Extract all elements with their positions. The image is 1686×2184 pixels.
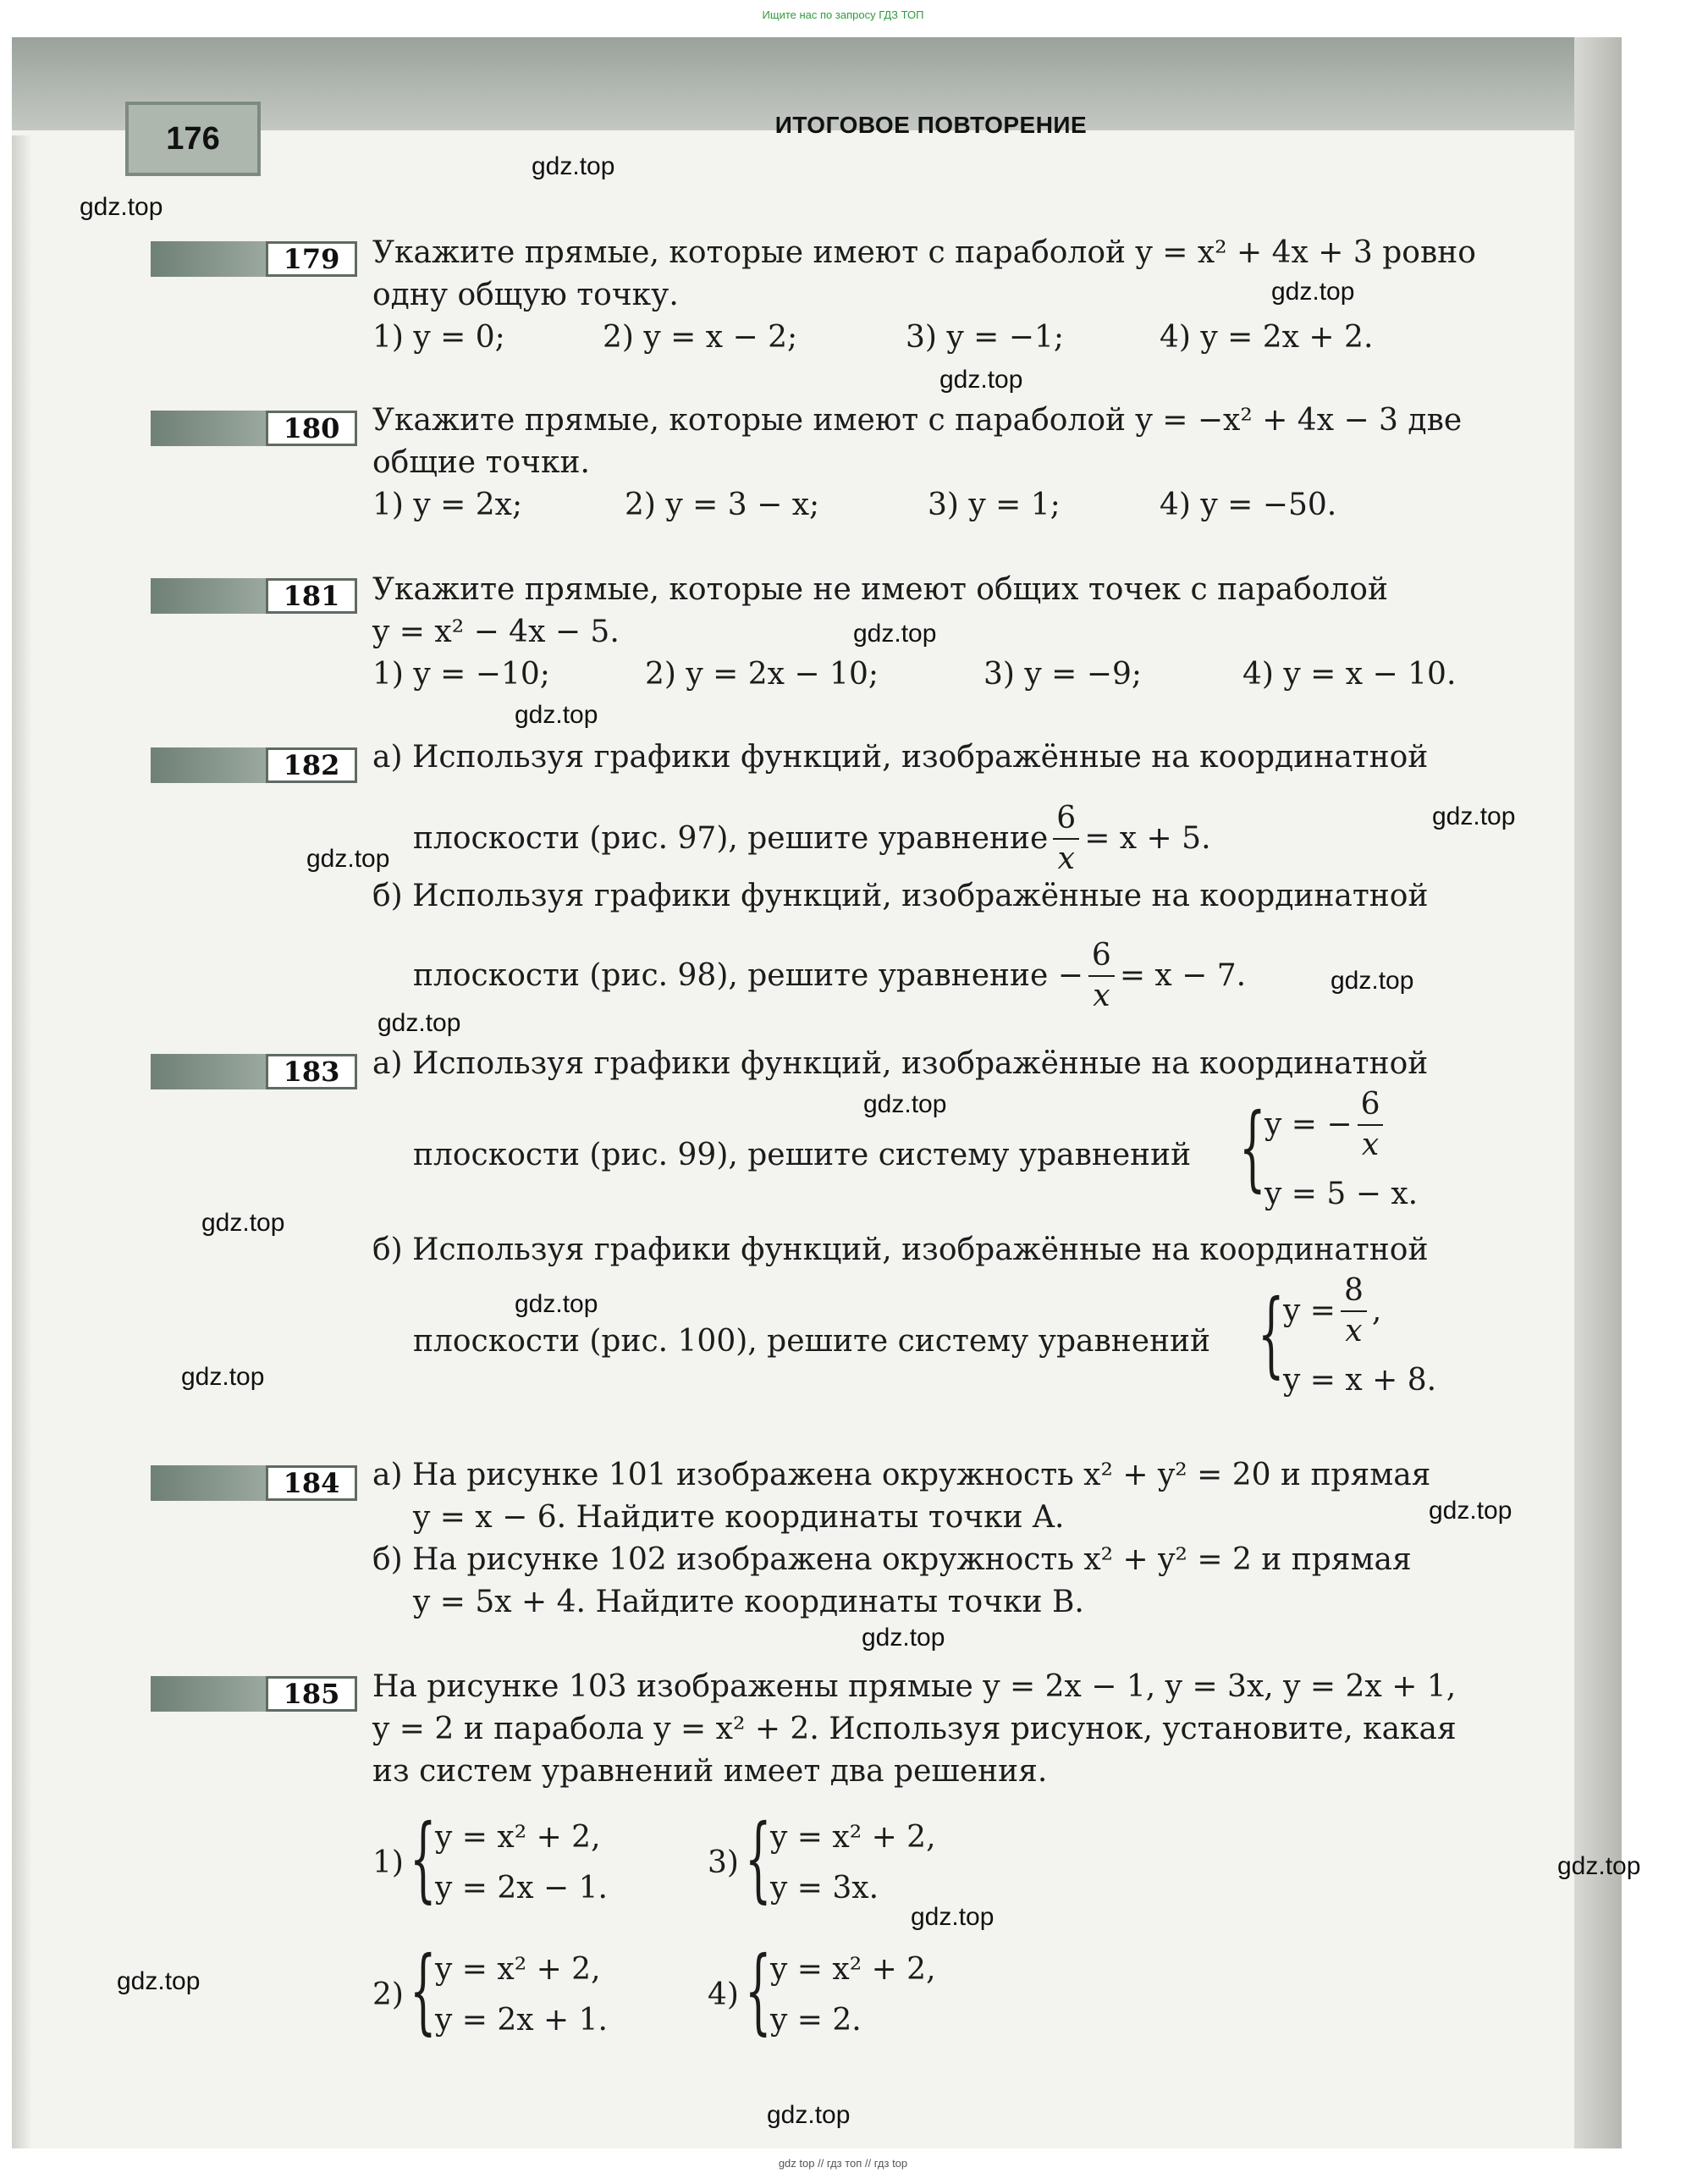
option-2: 2) y = 2x − 10; bbox=[645, 657, 879, 692]
system-eq1: y = x² + 2, bbox=[435, 1820, 601, 1855]
watermark: gdz.top bbox=[767, 2101, 851, 2129]
watermark: gdz.top bbox=[1557, 1852, 1641, 1880]
page-edge-shade bbox=[1574, 37, 1622, 2148]
fraction: $\frac{6}{x}$ bbox=[1053, 799, 1079, 879]
problem-183b-text: б) Используя графики функций, изображённые на координатной bbox=[372, 1233, 1429, 1267]
system-eq1: y = $\frac{8}{x}$ , bbox=[1283, 1271, 1381, 1351]
fraction: $\frac{6}{x}$ bbox=[1358, 1085, 1384, 1165]
watermark: gdz.top bbox=[863, 1090, 947, 1118]
problem-184a-text: а) На рисунке 101 изображена окружность x² + y² = 20 и прямая bbox=[372, 1458, 1431, 1492]
option-3: 3) y = −1; bbox=[906, 320, 1064, 355]
option-2: 2) y = 3 − x; bbox=[625, 488, 820, 522]
system-brace: { bbox=[1258, 1279, 1285, 1387]
watermark: gdz.top bbox=[201, 1209, 285, 1237]
problem-183a-text: а) Используя графики функций, изображённые на координатной bbox=[372, 1046, 1429, 1081]
problem-180-text: Укажите прямые, которые имеют с параболой y = −x² + 4x − 3 две bbox=[372, 403, 1463, 438]
system-eq2: y = x + 8. bbox=[1283, 1363, 1437, 1398]
problem-182a-equation: плоскости (рис. 97), решите уравнение $\frac{6}{x}$ = x + 5. bbox=[413, 799, 1211, 879]
problem-number-182: 182 bbox=[266, 747, 357, 783]
watermark: gdz.top bbox=[117, 1967, 201, 1995]
problem-182b-equation: плоскости (рис. 98), решите уравнение − $\frac{6}{x}$ = x − 7. bbox=[413, 936, 1246, 1016]
problem-tab bbox=[151, 411, 266, 446]
running-title: ИТОГОВОЕ ПОВТОРЕНИЕ bbox=[774, 112, 1088, 138]
option-3: 3) y = −9; bbox=[984, 657, 1142, 692]
problem-number-180: 180 bbox=[266, 411, 357, 446]
watermark: gdz.top bbox=[1429, 1497, 1512, 1525]
watermark: gdz.top bbox=[306, 845, 390, 873]
bottom-footer: gdz top // гдз топ // гдз top bbox=[778, 2157, 908, 2170]
system-label: 3) bbox=[708, 1845, 739, 1880]
watermark: gdz.top bbox=[862, 1624, 945, 1652]
watermark: gdz.top bbox=[1331, 967, 1414, 995]
option-4: 4) y = x − 10. bbox=[1242, 657, 1457, 692]
option-1: 1) y = 0; bbox=[372, 320, 505, 355]
problem-number-185: 185 bbox=[266, 1676, 357, 1712]
watermark: gdz.top bbox=[181, 1363, 265, 1391]
system-brace: { bbox=[410, 1936, 437, 2044]
watermark: gdz.top bbox=[911, 1903, 995, 1931]
system-eq2: y = 2x + 1. bbox=[435, 2003, 608, 2038]
top-banner: Ищите нас по запросу ГДЗ ТОП bbox=[762, 8, 924, 21]
system-eq1: y = x² + 2, bbox=[435, 1952, 601, 1987]
watermark: gdz.top bbox=[1432, 802, 1516, 830]
option-4: 4) y = −50. bbox=[1160, 488, 1337, 522]
system-eq2: y = 2. bbox=[770, 2003, 862, 2038]
problem-179-text: Укажите прямые, которые имеют с параболой y = x² + 4x + 3 ровно bbox=[372, 235, 1476, 270]
system-brace: { bbox=[1239, 1093, 1266, 1201]
option-2: 2) y = x − 2; bbox=[603, 320, 798, 355]
option-1: 1) y = −10; bbox=[372, 657, 550, 692]
fraction: $\frac{6}{x}$ bbox=[1088, 936, 1115, 1016]
system-eq2: y = 3x. bbox=[770, 1871, 879, 1905]
problem-183a-text: плоскости (рис. 99), решите систему уравнений bbox=[413, 1138, 1192, 1172]
problem-180-text: общие точки. bbox=[372, 445, 590, 480]
problem-tab bbox=[151, 241, 266, 277]
problem-181-text: y = x² − 4x − 5. bbox=[372, 615, 620, 649]
system-brace: { bbox=[410, 1804, 437, 1912]
fraction: $\frac{8}{x}$ bbox=[1341, 1271, 1367, 1351]
problem-184b-text: y = 5x + 4. Найдите координаты точки B. bbox=[413, 1585, 1084, 1619]
problem-tab bbox=[151, 1465, 266, 1501]
problem-182a-text: а) Используя графики функций, изображённые на координатной bbox=[372, 740, 1429, 775]
watermark: gdz.top bbox=[532, 152, 615, 180]
page-number: 176 bbox=[125, 102, 261, 176]
problem-185-text: y = 2 и парабола y = x² + 2. Используя рисунок, установите, какая bbox=[372, 1712, 1457, 1746]
system-eq1: y = x² + 2, bbox=[770, 1952, 936, 1987]
problem-tab bbox=[151, 1054, 266, 1089]
option-1: 1) y = 2x; bbox=[372, 488, 523, 522]
watermark: gdz.top bbox=[853, 620, 937, 648]
problem-179-text: одну общую точку. bbox=[372, 278, 679, 312]
watermark: gdz.top bbox=[80, 193, 163, 221]
problem-181-text: Укажите прямые, которые не имеют общих точек с параболой bbox=[372, 572, 1388, 607]
system-label: 2) bbox=[372, 1977, 404, 2012]
problem-183b-text: плоскости (рис. 100), решите систему уравнений bbox=[413, 1324, 1211, 1359]
option-3: 3) y = 1; bbox=[928, 488, 1061, 522]
watermark: gdz.top bbox=[515, 1290, 598, 1318]
system-label: 4) bbox=[708, 1977, 739, 2012]
problem-tab bbox=[151, 747, 266, 783]
watermark: gdz.top bbox=[939, 366, 1023, 394]
system-brace: { bbox=[745, 1804, 772, 1912]
problem-184a-text: y = x − 6. Найдите координаты точки A. bbox=[413, 1500, 1065, 1535]
system-eq2: y = 2x − 1. bbox=[435, 1871, 608, 1905]
problem-tab bbox=[151, 1676, 266, 1712]
problem-number-181: 181 bbox=[266, 578, 357, 614]
problem-185-text: из систем уравнений имеет два решения. bbox=[372, 1754, 1048, 1789]
problem-number-183: 183 bbox=[266, 1054, 357, 1089]
watermark: gdz.top bbox=[377, 1009, 461, 1037]
problem-number-184: 184 bbox=[266, 1465, 357, 1501]
system-eq1: y = − $\frac{6}{x}$ bbox=[1264, 1085, 1388, 1165]
problem-tab bbox=[151, 578, 266, 614]
watermark: gdz.top bbox=[515, 701, 598, 729]
margin-shade bbox=[12, 135, 32, 2148]
problem-182b-text: б) Используя графики функций, изображённые на координатной bbox=[372, 879, 1429, 913]
watermark: gdz.top bbox=[1271, 278, 1355, 306]
system-label: 1) bbox=[372, 1845, 404, 1880]
option-4: 4) y = 2x + 2. bbox=[1160, 320, 1374, 355]
system-eq1: y = x² + 2, bbox=[770, 1820, 936, 1855]
system-eq2: y = 5 − x. bbox=[1264, 1177, 1419, 1211]
system-brace: { bbox=[745, 1936, 772, 2044]
problem-number-179: 179 bbox=[266, 241, 357, 277]
problem-185-text: На рисунке 103 изображены прямые y = 2x − 1, y = 3x, y = 2x + 1, bbox=[372, 1669, 1457, 1704]
problem-184b-text: б) На рисунке 102 изображена окружность x² + y² = 2 и прямая bbox=[372, 1542, 1412, 1577]
